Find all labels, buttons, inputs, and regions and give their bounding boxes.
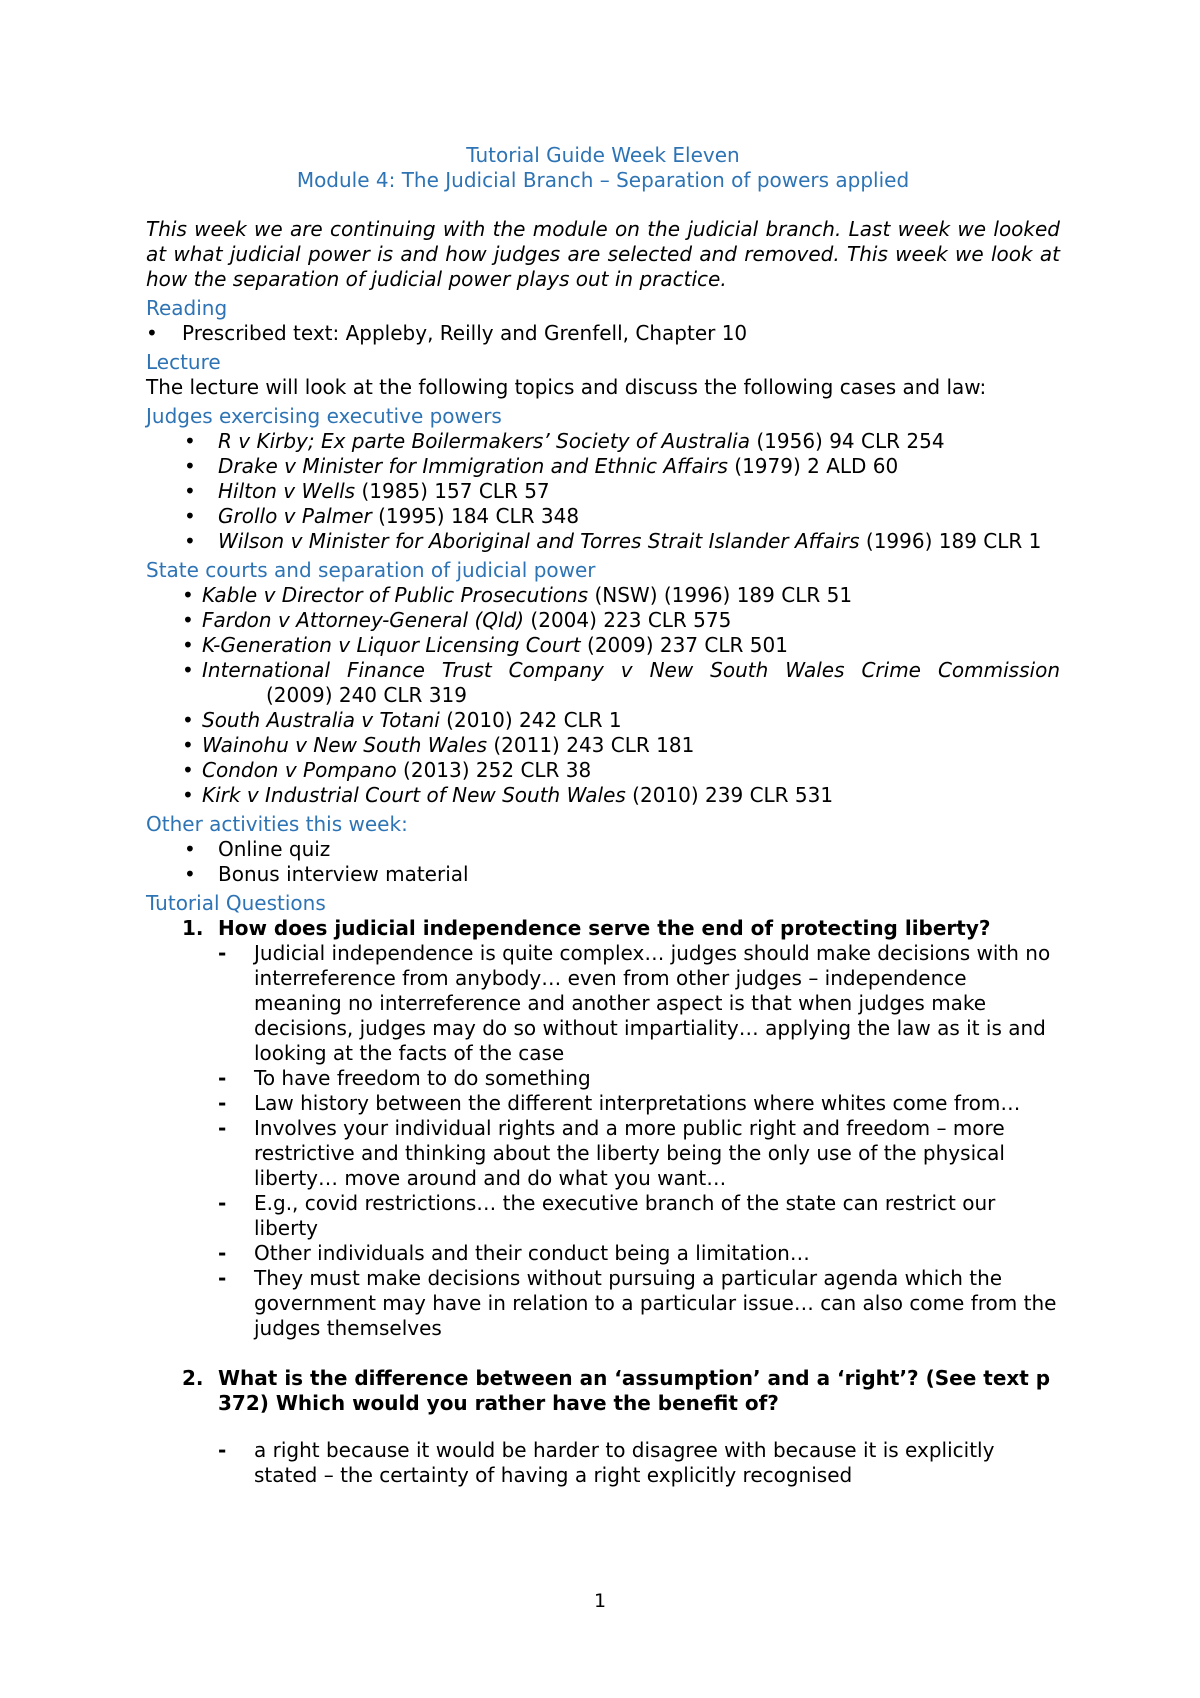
case-item: • Kable v Director of Public Prosecutions (NSW) (1996) 189 CLR 51 [182,583,853,607]
dash-icon: - [218,1116,227,1140]
bullet-icon: • [184,862,196,886]
bullet-icon: • [182,708,194,732]
case-item: • International Finance Trust Company v New South Wales Crime Commission (2009) 240 CLR 319 [182,658,1060,707]
bullet-icon: • [184,479,196,503]
page-number: 1 [593,1590,607,1612]
other-activities-list [146,837,1060,887]
bullet-icon: • [182,633,194,657]
dash-icon: - [218,1191,227,1215]
state-case-list [146,583,1060,808]
dash-icon: - [218,941,227,965]
case-item: • Wilson v Minister for Aboriginal and Torres Strait Islander Affairs (1996) 189 CLR 1 [184,529,1042,553]
lecture-heading: Lecture [146,350,221,374]
answer-item: - To have freedom to do something [218,1066,591,1090]
answer-item: - Other individuals and their conduct being a limitation… [218,1241,810,1265]
bullet-icon: • [182,608,194,632]
case-item: • Wainohu v New South Wales (2011) 243 CLR 181 [182,733,695,757]
bullet-icon: • [182,733,194,757]
activity-item: • Bonus interview material [184,862,469,886]
judges-heading: Judges exercising executive powers [146,404,502,428]
answer-item: - Involves your individual rights and a more public right and freedom – more restrictive and thinking about the liberty being the only use of the physical liberty… move around and do what you want… [218,1116,1005,1190]
answer-item: - Judicial independence is quite complex… judges should make decisions with no interreference from anybody… even from other judges – independence meaning no interreference and another aspect is that when judges make decisions, judges may do so without impartiality… applying the law as it is and looking at the facts of the case [218,941,1051,1065]
dash-icon: - [218,1241,227,1265]
case-item: • Drake v Minister for Immigration and Ethnic Affairs (1979) 2 ALD 60 [184,454,899,478]
case-item: • Grollo v Palmer (1995) 184 CLR 348 [184,504,580,528]
intro-paragraph: This week we are continuing with the module on the judicial branch. Last week we looked at what judicial power is and how judges are selected and removed. This week we look at how the separation of judicial power plays out in practice. [146,217,1060,291]
question-1: 1. How does judicial independence serve the end of protecting liberty? [182,916,991,940]
document-subtitle: Module 4: The Judicial Branch – Separation of powers applied [296,168,910,192]
case-item: • R v Kirby; Ex parte Boilermakers’ Society of Australia (1956) 94 CLR 254 [184,429,945,453]
case-item: • South Australia v Totani (2010) 242 CLR 1 [182,708,622,732]
question-2: 2. What is the difference between an ‘assumption’ and a ‘right’? (See text p 372) Which would you rather have the benefit of? [182,1366,1051,1415]
case-item: • Condon v Pompano (2013) 252 CLR 38 [182,758,592,782]
activity-item: • Online quiz [184,837,331,861]
reading-item: • Prescribed text: Appleby, Reilly and Grenfell, Chapter 10 [146,321,748,345]
state-courts-heading: State courts and separation of judicial power [146,558,596,582]
bullet-icon: • [184,837,196,861]
bullet-icon: • [182,583,194,607]
bullet-icon: • [184,529,196,553]
bullet-icon: • [182,758,194,782]
dash-icon: - [218,1066,227,1090]
answer-item: - They must make decisions without pursuing a particular agenda which the government may have in relation to a particular issue… can also come from the judges themselves [218,1266,1057,1340]
answer-item: - E.g., covid restrictions… the executive branch of the state can restrict our liberty [218,1191,996,1240]
dash-icon: - [218,1438,227,1462]
reading-heading: Reading [146,296,228,320]
bullet-icon: • [184,429,196,453]
dash-icon: - [218,1091,227,1115]
bullet-icon: • [182,783,194,807]
tutorial-questions-heading: Tutorial Questions [146,891,326,915]
case-item: • Hilton v Wells (1985) 157 CLR 57 [184,479,550,503]
answer-item: - Law history between the different interpretations where whites come from… [218,1091,1021,1115]
document-title: Tutorial Guide Week Eleven [466,143,740,167]
page-content [146,143,1060,1488]
dash-icon: - [218,1266,227,1290]
bullet-icon: • [184,454,196,478]
bullet-icon: • [146,321,158,345]
judges-case-list [146,429,1060,554]
answer-item: - a right because it would be harder to disagree with because it is explicitly stated – the certainty of having a right explicitly recognised [218,1438,995,1487]
bullet-icon: • [182,658,194,682]
case-item: • Kirk v Industrial Court of New South Wales (2010) 239 CLR 531 [182,783,834,807]
other-activities-heading: Other activities this week: [146,812,408,836]
case-item: • K-Generation v Liquor Licensing Court (2009) 237 CLR 501 [182,633,788,657]
bullet-icon: • [184,504,196,528]
lecture-intro: The lecture will look at the following topics and discuss the following cases and law: [146,375,987,399]
case-item: • Fardon v Attorney-General (Qld) (2004) 223 CLR 575 [182,608,732,632]
